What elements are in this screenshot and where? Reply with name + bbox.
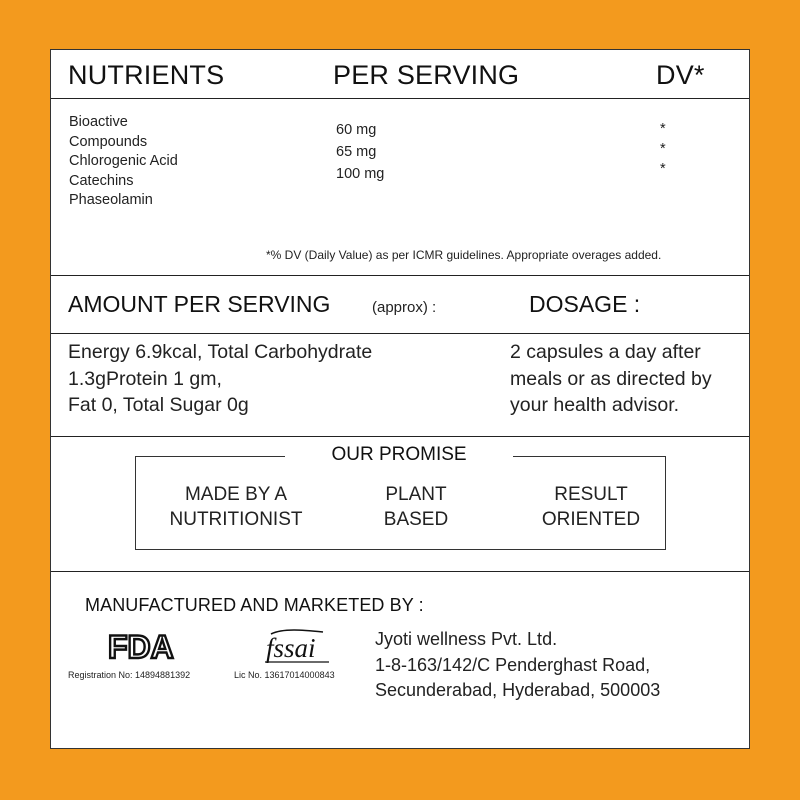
nutrient-amount: 60 mg <box>336 122 377 138</box>
address-line: 1-8-163/142/C Penderghast Road, <box>375 654 651 675</box>
promise-line: RESULT <box>554 484 628 505</box>
fda-registration: Registration No: 14894881392 <box>68 670 191 680</box>
manufacturer-address <box>375 627 660 704</box>
promise-line: MADE BY A <box>184 484 288 505</box>
nutrient-name: Bioactive <box>69 114 128 130</box>
amount-title: AMOUNT PER SERVING <box>68 291 331 317</box>
promise-item-nutritionist <box>156 482 316 532</box>
amount-title-divider <box>51 333 749 334</box>
promise-line: PLANT <box>385 484 447 505</box>
approx-label: (approx) : <box>372 299 437 316</box>
dosage-line: 2 capsules a day after <box>510 341 701 363</box>
address-line: Secunderabad, Hyderabad, 500003 <box>375 680 661 700</box>
dv-marks <box>660 119 666 179</box>
nutrients-header: NUTRIENTS <box>68 60 225 90</box>
dosage-line: meals or as directed by <box>510 367 712 390</box>
manufacturer-title: MANUFACTURED AND MARKETED BY : <box>85 595 424 615</box>
fssai-logo-icon <box>263 628 333 666</box>
promise-line: NUTRITIONIST <box>169 509 303 530</box>
dv-mark: * <box>660 121 666 137</box>
promise-title: OUR PROMISE <box>285 444 513 466</box>
fssai-license: Lic No. 13617014000843 <box>234 670 335 680</box>
nutrient-amounts <box>336 119 384 185</box>
dv-mark: * <box>660 141 666 157</box>
dosage-title: DOSAGE : <box>529 291 641 317</box>
fda-logo-text: FDA <box>108 630 174 664</box>
dv-mark: * <box>660 161 666 177</box>
fda-logo-icon <box>106 630 186 664</box>
nutrients-divider <box>51 275 749 276</box>
nutrient-amount: 65 mg <box>336 144 377 160</box>
amount-line: 1.3gProtein 1 gm, <box>68 367 222 390</box>
amount-line: Fat 0, Total Sugar 0g <box>68 394 249 416</box>
dosage-details <box>510 339 712 419</box>
fssai-logo-text: fssai <box>266 633 316 663</box>
promise-line: BASED <box>383 509 449 530</box>
address-line: Jyoti wellness Pvt. Ltd. <box>375 629 558 649</box>
dv-footnote: *% DV (Daily Value) as per ICMR guidelines. Appropriate overages added. <box>266 248 662 262</box>
dv-header: DV* <box>656 60 705 90</box>
nutrient-name: Chlorogenic Acid <box>69 153 178 169</box>
nutrient-name: Compounds <box>69 133 148 150</box>
dosage-line: your health advisor. <box>510 394 680 416</box>
nutrient-name: Phaseolamin <box>69 192 153 208</box>
label-panel <box>50 49 750 749</box>
nutrient-amount: 100 mg <box>336 166 385 182</box>
promise-item-result-oriented <box>526 482 656 532</box>
nutrient-names <box>69 113 178 211</box>
amount-line: Energy 6.9kcal, Total Carbohydrate <box>68 341 373 363</box>
promise-line: ORIENTED <box>541 509 641 530</box>
per-serving-header: PER SERVING <box>333 60 520 90</box>
header-divider <box>51 98 749 99</box>
amount-divider <box>51 436 749 437</box>
promise-item-plant-based <box>351 482 481 532</box>
promise-divider <box>51 571 749 572</box>
amount-details <box>68 339 372 419</box>
nutrient-name: Catechins <box>69 172 134 189</box>
